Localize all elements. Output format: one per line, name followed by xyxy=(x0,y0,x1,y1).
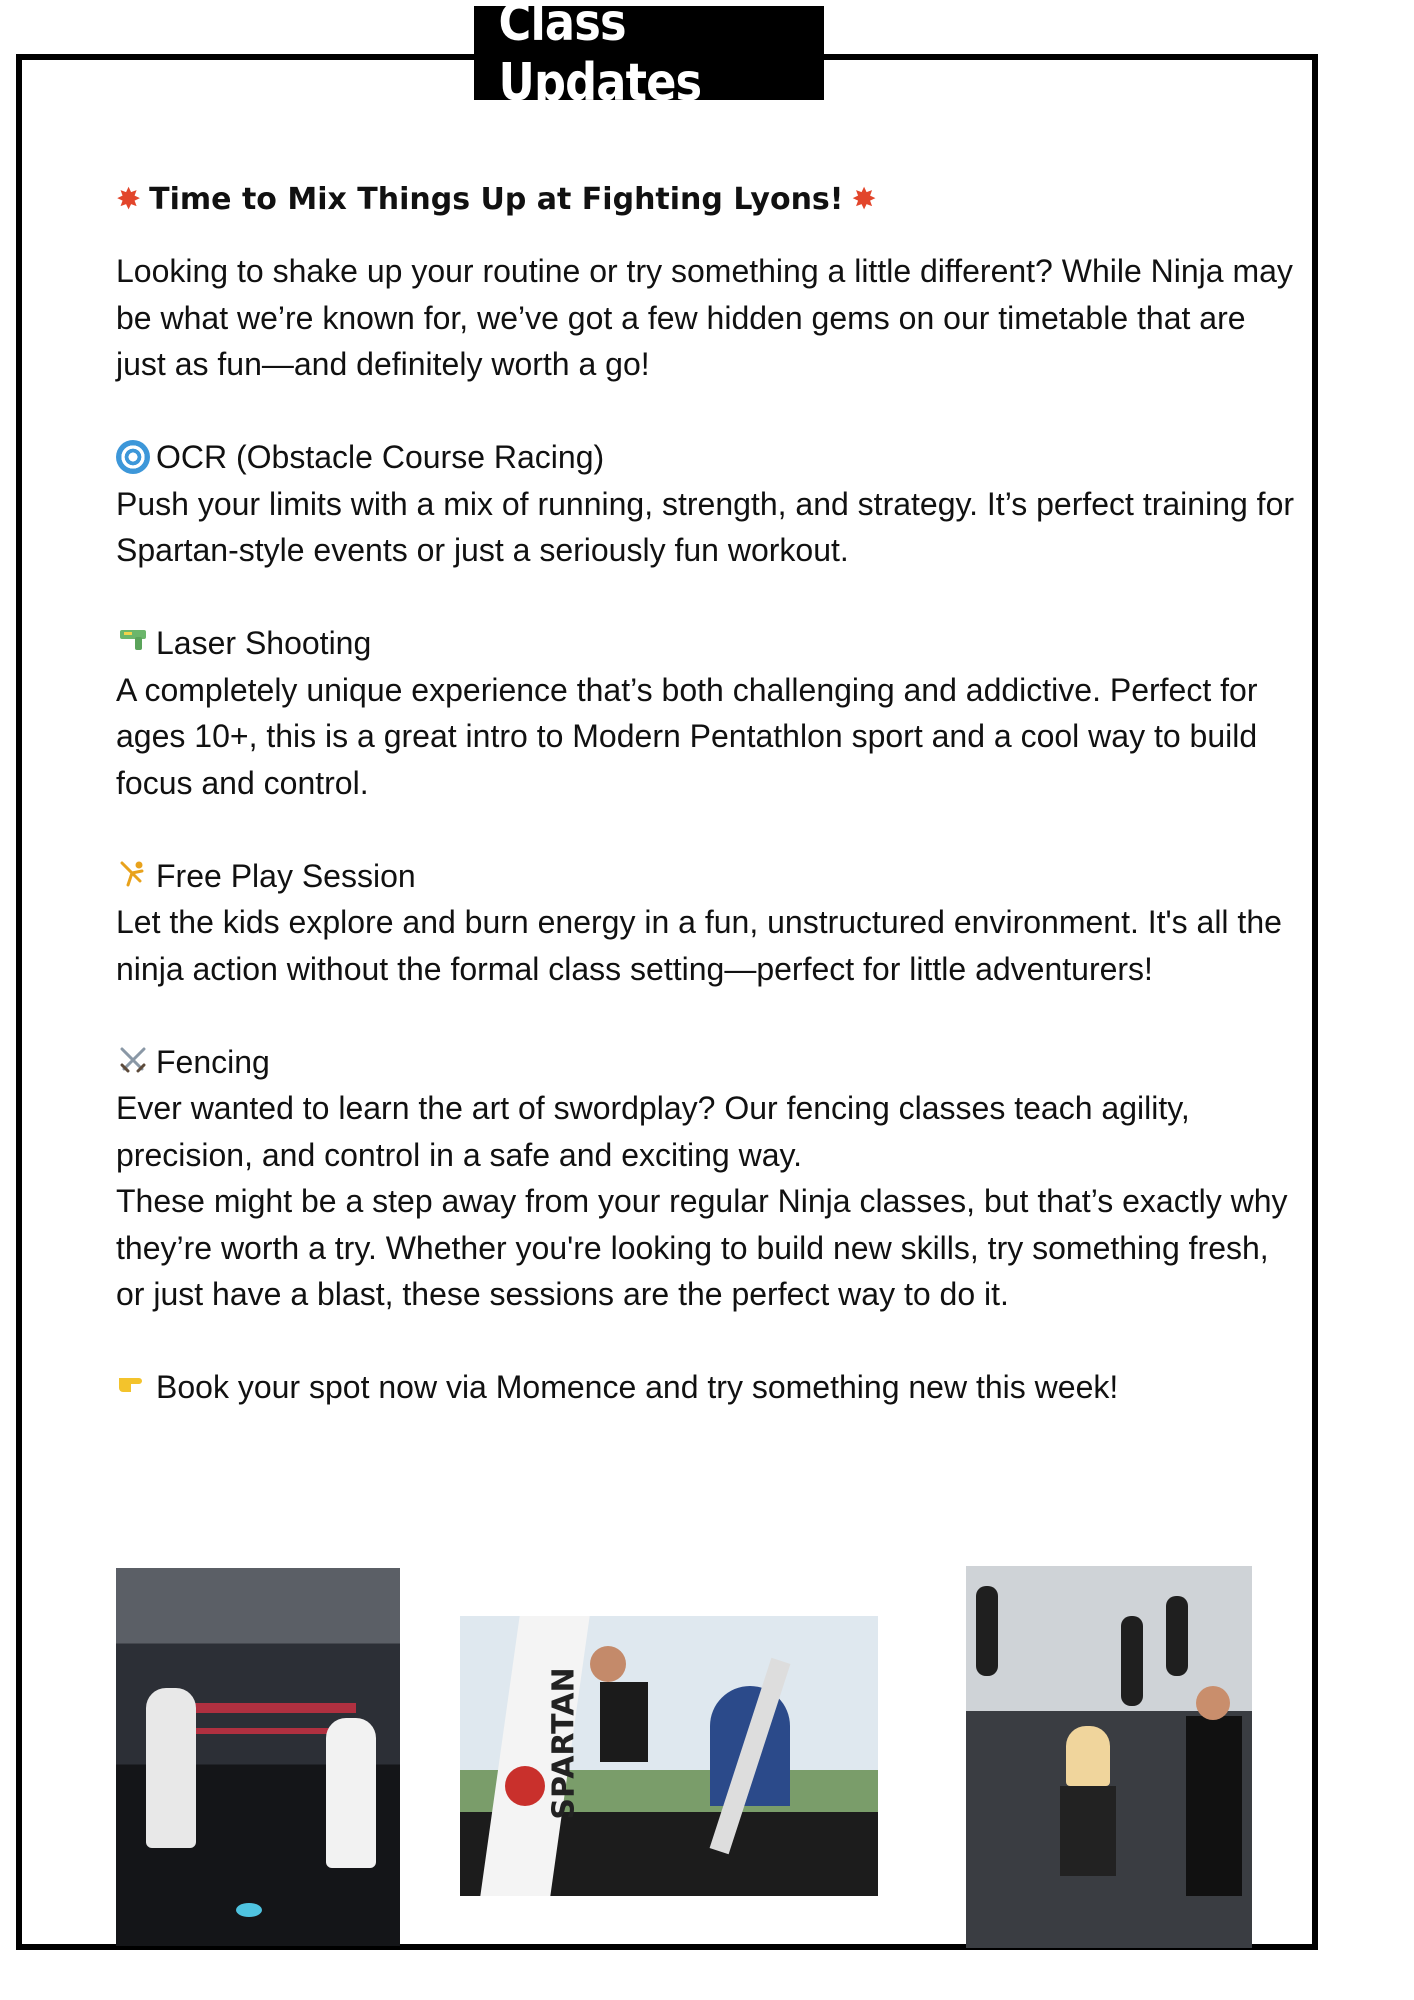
intro-paragraph: Looking to shake up your routine or try something a little different? While Ninja may be what we’re known for, we’ve got a few hidden gems on our timetable that are just as fun—and definitely worth a go! xyxy=(116,253,1293,382)
headline-text: Time to Mix Things Up at Fighting Lyons! xyxy=(149,182,844,217)
section-title-text: Laser Shooting xyxy=(156,625,372,661)
call-to-action xyxy=(116,1364,1296,1411)
section-free-play xyxy=(116,853,1296,993)
article-content xyxy=(116,170,1296,1411)
spartan-banner-text: SPARTAN xyxy=(546,1667,582,1820)
section-title xyxy=(116,620,1296,667)
section-title-text: Fencing xyxy=(156,1043,270,1080)
cyclone-icon xyxy=(116,440,150,474)
headline xyxy=(116,170,1296,230)
collision-icon: ✸ xyxy=(851,182,877,217)
section-body: Let the kids explore and burn energy in a fun, unstructured environment. It's all the ninja action without the formal class setting—perfect for little adventurers! xyxy=(116,904,1282,987)
spartan-race-photo xyxy=(460,1616,878,1896)
section-title-text: Free Play Session xyxy=(156,857,416,894)
closing-paragraph: These might be a step away from your regular Ninja classes, but that’s exactly why they’re worth a try. Whether you're looking to build new skills, try something fresh, or just have a blast, these sessions are the perfect way to do it. xyxy=(116,1183,1288,1312)
cta-text: Book your spot now via Momence and try something new this week! xyxy=(156,1369,1119,1405)
section-title xyxy=(116,853,1296,900)
fencing-photo xyxy=(116,1568,400,1946)
page-title: Class Updates xyxy=(498,0,702,113)
section-body: Ever wanted to learn the art of swordplay? Our fencing classes teach agility, precision, and control in a safe and exciting way. xyxy=(116,1090,1190,1173)
section-body: A completely unique experience that’s both challenging and addictive. Perfect for ages 10+, this is a great intro to Modern Pentathlon sport and a cool way to build focus and control. xyxy=(116,671,1258,801)
cartwheel-icon xyxy=(116,859,150,893)
section-title xyxy=(116,1039,1296,1086)
laser-shooting-photo xyxy=(966,1566,1252,1948)
section-laser-shooting xyxy=(116,620,1296,806)
section-body: Push your limits with a mix of running, strength, and strategy. It’s perfect training for Spartan-style events or just a seriously fun workout. xyxy=(116,485,1295,568)
section-title xyxy=(116,434,1296,481)
section-title-text: OCR (Obstacle Course Racing) xyxy=(156,439,605,475)
water-pistol-icon xyxy=(116,626,150,660)
section-ocr xyxy=(116,434,1296,574)
pointing-hand-icon xyxy=(116,1370,150,1404)
collision-icon: ✸ xyxy=(116,182,142,217)
section-fencing xyxy=(116,1039,1296,1179)
title-banner xyxy=(474,0,824,113)
crossed-swords-icon xyxy=(116,1045,150,1079)
